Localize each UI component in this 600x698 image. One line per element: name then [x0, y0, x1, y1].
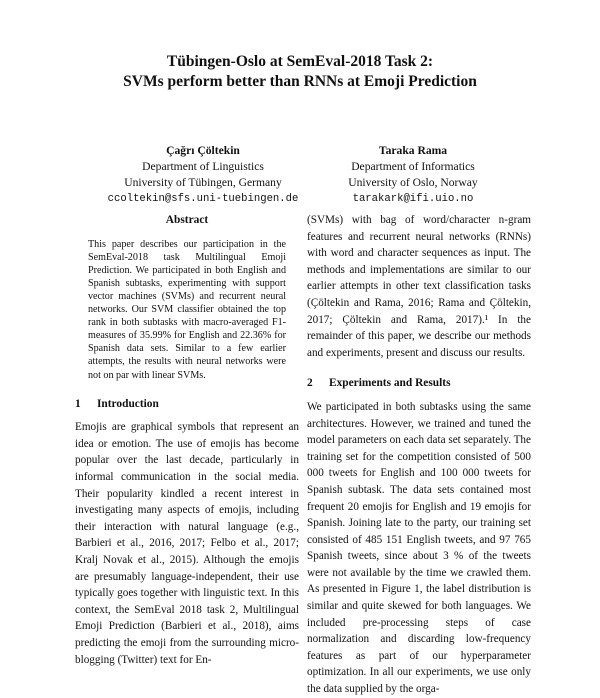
author-name: Taraka Rama	[378, 144, 448, 157]
paper-title	[0, 52, 600, 92]
author-block-1	[98, 143, 308, 207]
section-title: Introduction	[97, 397, 159, 410]
right-column	[307, 212, 531, 698]
abstract-heading: Abstract	[165, 214, 209, 226]
abstract-text: This paper describes our participation in the SemEval-2018 task Multilingual Emoji Prediction. We participated in both English and Spanish subtasks, experimenting with support vector machines (SVMs) and recurrent neural networks. Our SVM classifier obtained the top rank in both subtasks with macro-averaged F1-measures of 35.99% for English and 22.36% for Spanish data sets. Similar to a few earlier attempts, the results with neural networks were not on par with linear SVMs.	[88, 238, 286, 381]
author-name: Çağrı Çöltekin	[166, 144, 240, 157]
author-department: Department of Informatics	[351, 160, 475, 173]
author-block-2	[308, 143, 518, 207]
author-email: ccoltekin@sfs.uni-tuebingen.de	[107, 193, 299, 205]
author-institution: University of Tübingen, Germany	[124, 176, 282, 189]
section-number: 2	[307, 377, 313, 390]
title-line-2: SVMs perform better than RNNs at Emoji Prediction	[123, 73, 477, 90]
section-number: 1	[75, 397, 81, 410]
introduction-paragraph: Emojis are graphical symbols that represent an idea or emotion. The use of emojis has become popular over the last decade, particularly in informal communication in the social media. Their popularity kindled a recent interest in investigating many aspects of emojis, including their interaction with natural language (e.g., Barbieri et al., 2016, 2017; Felbo et al., 2017; Kralj Novak et al., 2015). Although the emojis are presumably language-independent, their use typically goes together with linguistic text. In this context, the SemEval 2018 task 2, Multilingual Emoji Prediction (Barbieri et al., 2018), aims predicting the emoji from the surrounding micro-blogging (Twitter) text for En-	[75, 421, 299, 666]
section-heading-experiments	[307, 375, 531, 392]
author-department: Department of Linguistics	[142, 160, 264, 173]
author-email: tarakark@ifi.uio.no	[352, 193, 474, 205]
title-line-1: Tübingen-Oslo at SemEval-2018 Task 2:	[166, 53, 434, 70]
section-title: Experiments and Results	[329, 377, 451, 390]
experiments-paragraph: We participated in both subtasks using the same architectures. However, we trained and tuned the model parameters on each data set separately. The training set for the competition consisted of 500 000 tweets for English and 100 000 tweets for Spanish subtask. The data sets contained most frequent 20 emojis for English and 19 emojis for Spanish. Joining late to the party, our training set consisted of 485 151 English tweets, and 97 765 Spanish tweets, since about 3 % of the tweets were not available by the time we crawled them. As presented in Figure 1, the label distribution is similar and quite skewed for both languages. We included pre-processing steps of case normalization and discarding low-frequency features as part of our hyperparameter optimization. In all our experiments, we use only the data supplied by the orga-	[307, 400, 531, 696]
author-institution: University of Oslo, Norway	[348, 176, 478, 189]
section-heading-introduction	[75, 396, 299, 413]
introduction-continued-paragraph: (SVMs) with bag of word/character n-gram features and recurrent neural networks (RNNs) with word and character sequences as input. The methods and implementations are similar to our earlier attempts in other text classification tasks (Çöltekin and Rama, 2016; Rama and Çöltekin, 2017; Çöltekin and Rama, 2017).¹ In the remainder of this paper, we describe our methods and experiments, present and discuss our results.	[307, 214, 531, 359]
